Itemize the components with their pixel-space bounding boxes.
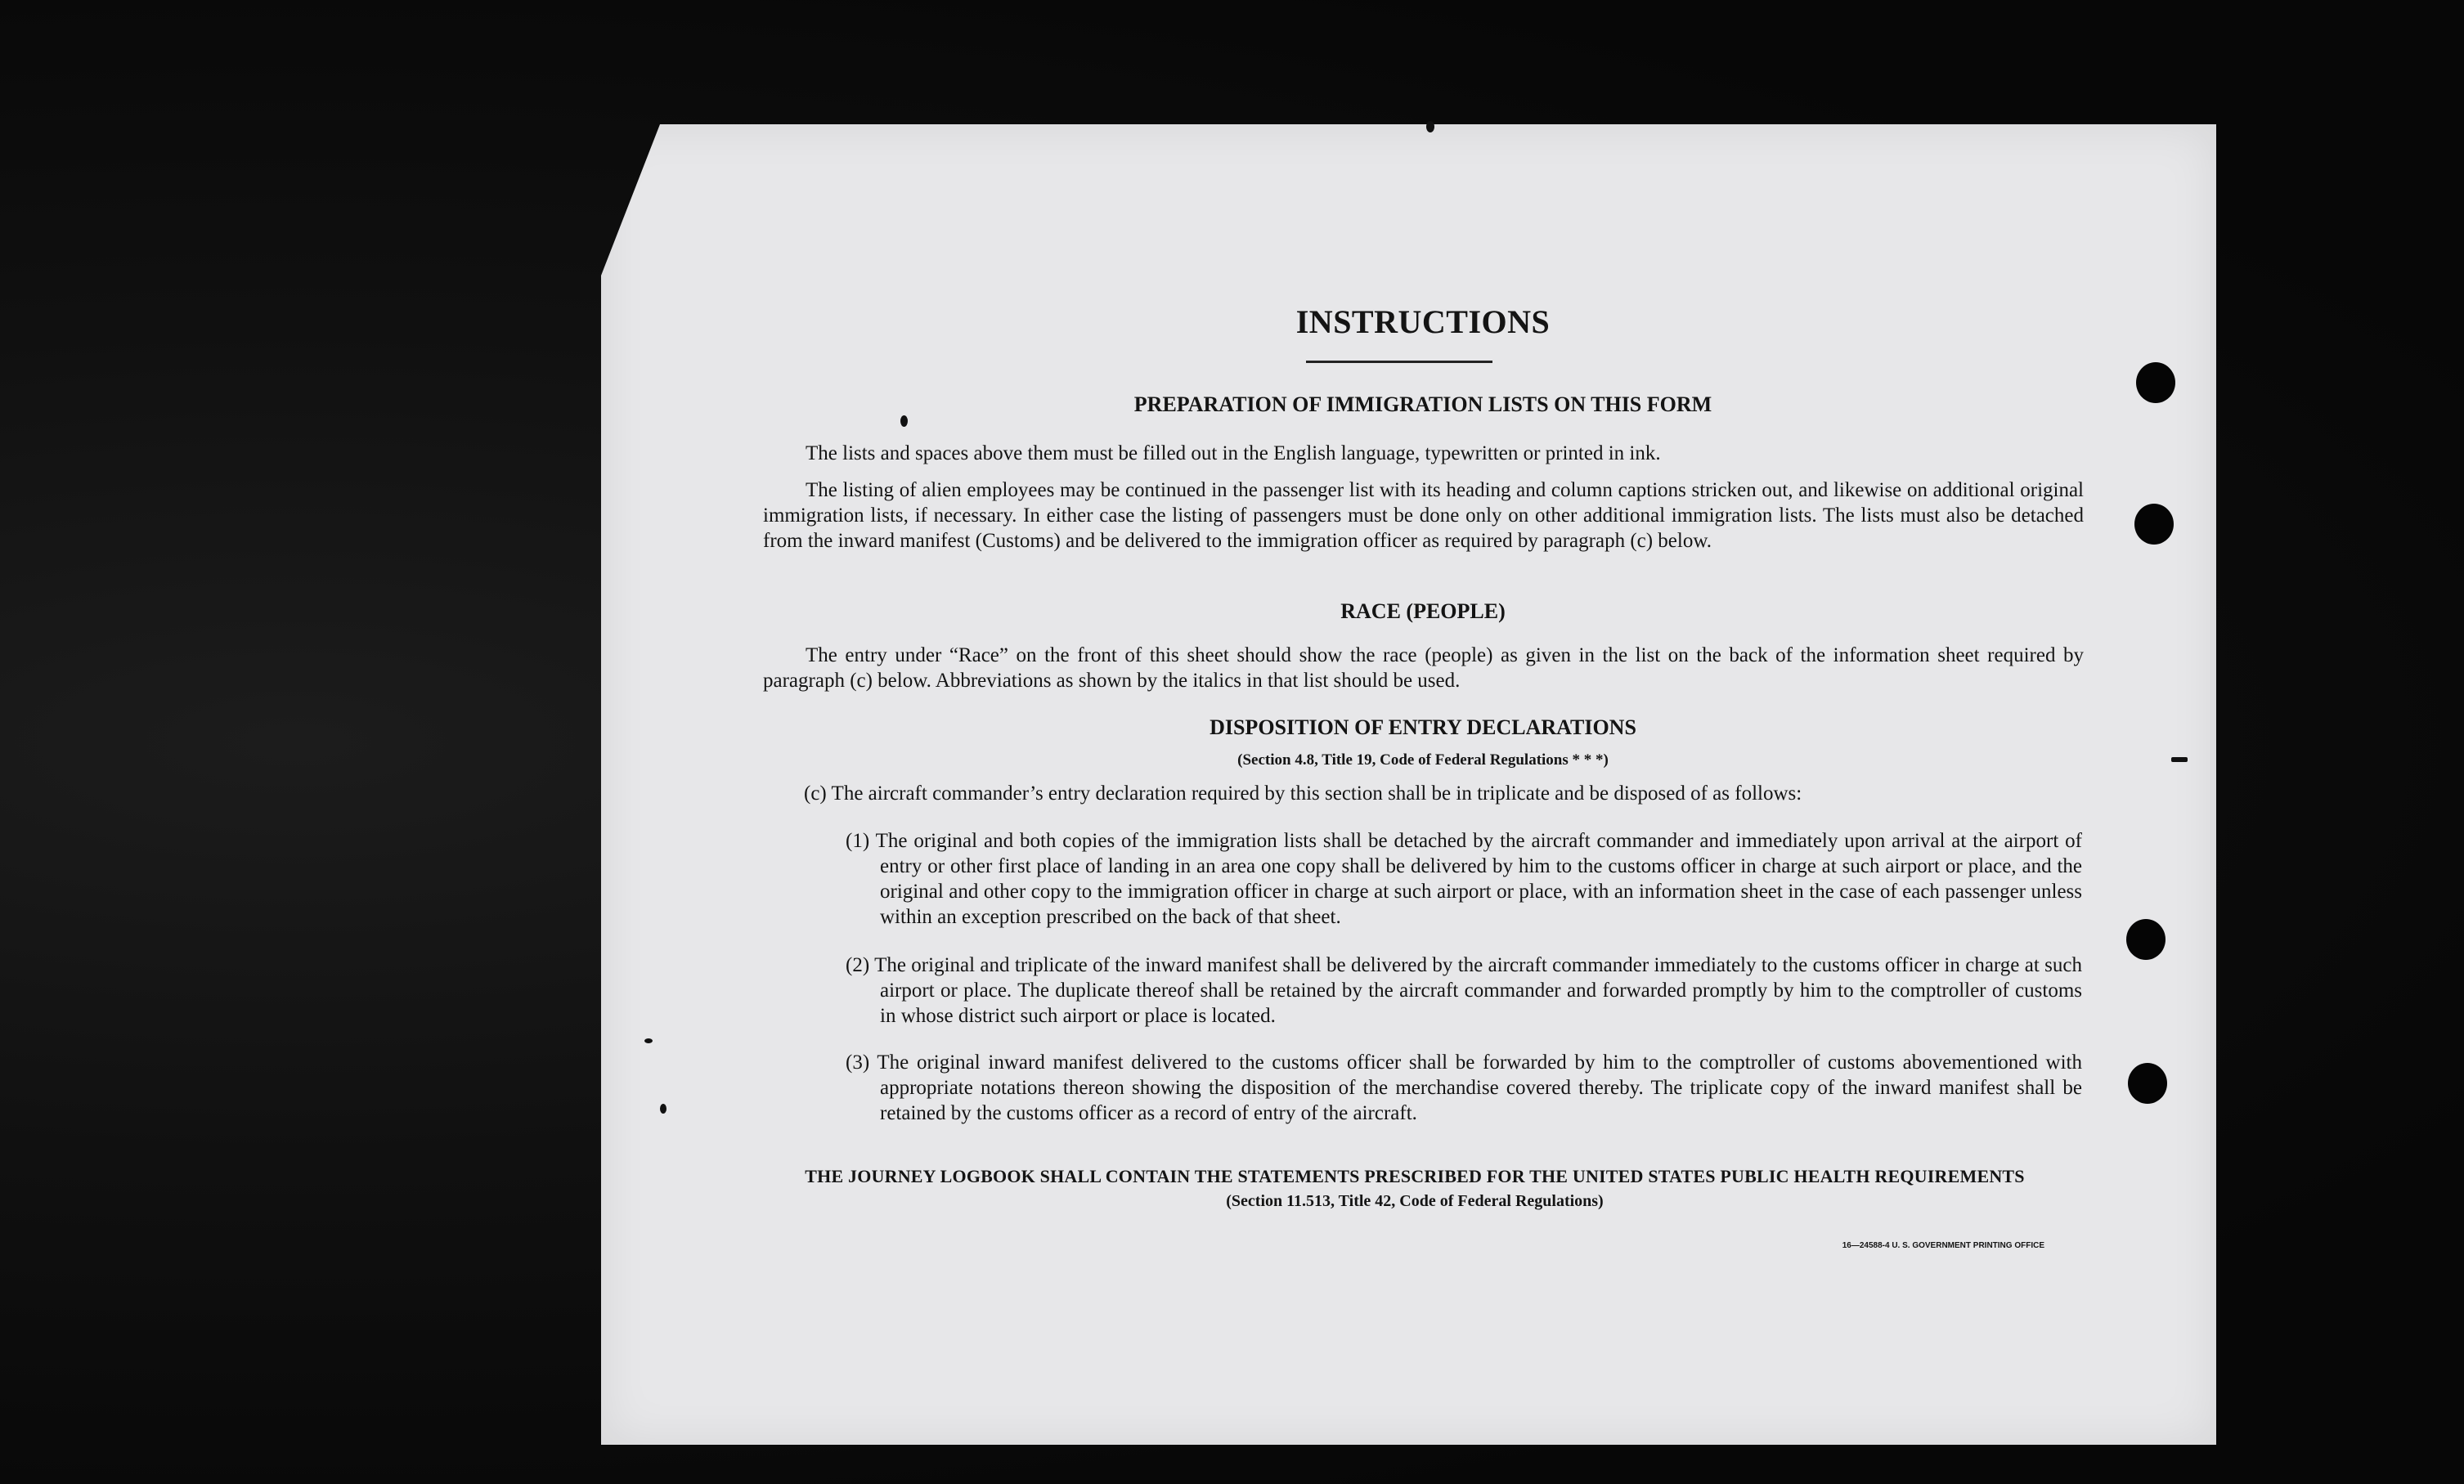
paragraph: The lists and spaces above them must be filled out in the English language, typewritten or printed in ink.	[806, 442, 1661, 464]
page-title: INSTRUCTIONS	[1295, 303, 1551, 340]
list-item: (2) The original and triplicate of the inward manifest shall be delivered by the aircraft commander immediately to the customs officer in charge at such airport or place. The duplicate thereof shall be retained by the aircraft commander and forwarded promptly by him to the comptroller of customs in whose district such airport or place is located.	[846, 954, 2082, 1027]
title-underline	[1306, 361, 1492, 363]
paragraph: The listing of alien employees may be continued in the passenger list with its heading and column captions stricken out, and likewise on additional original immigration lists, if necessary. In either case the listing of passengers must be done only on other additional immigration lists. The lists must also be detached from the inward manifest (Customs) and be delivered to the immigration officer as required by paragraph (c) below.	[763, 479, 2084, 552]
section-heading: DISPOSITION OF ENTRY DECLARATIONS	[1210, 715, 1636, 739]
list-item: (3) The original inward manifest delivered to the customs officer shall be forwarded by him to the comptroller of customs abovementioned with appropriate notations thereon showing the disposition of the merchandise covered thereby. The triplicate copy of the inward manifest shall be retained by the customs officer as a record of entry of the aircraft.	[846, 1051, 2082, 1124]
section-subheading: (Section 4.8, Title 19, Code of Federal Regulations * * *)	[1237, 751, 1609, 769]
printer-imprint: 16—24588-4 U. S. GOVERNMENT PRINTING OFFICE	[1842, 1241, 2044, 1250]
paragraph: (c) The aircraft commander’s entry declaration required by this section shall be in triplicate and be disposed of as follows:	[804, 782, 1802, 805]
paragraph: The entry under “Race” on the front of this sheet should show the race (people) as given in the list on the back of the information sheet required by paragraph (c) below. Abbreviations as shown by the italics in that list should be used.	[763, 644, 2084, 692]
footer-statement: THE JOURNEY LOGBOOK SHALL CONTAIN THE STATEMENTS PRESCRIBED FOR THE UNITED STATES PUBLIC HEALTH REQUIREMENTS	[805, 1166, 2025, 1186]
list-item: (1) The original and both copies of the immigration lists shall be detached by the aircraft commander and immediately upon arrival at the airport of entry or other first place of landing in an area one copy shall be delivered by him to the customs officer in charge at such airport or place, and the original and other copy to the immigration officer in charge at such airport or place, with an information sheet in the case of each passenger unless within an exception prescribed on the back of that sheet.	[846, 830, 2082, 928]
section-heading: PREPARATION OF IMMIGRATION LISTS ON THIS FORM	[1133, 392, 1712, 416]
footer-citation: (Section 11.513, Title 42, Code of Federal Regulations)	[1226, 1192, 1604, 1210]
section-heading: RACE (PEOPLE)	[1340, 599, 1506, 623]
